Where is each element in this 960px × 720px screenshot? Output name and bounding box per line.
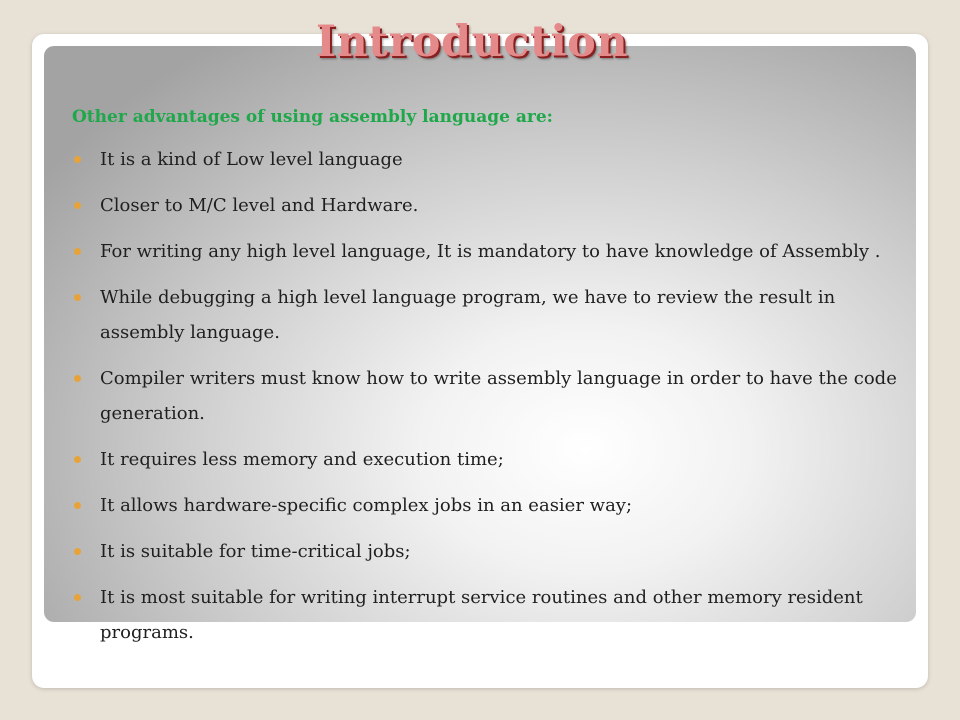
- bullet-dot-icon: [74, 202, 81, 209]
- bullet-item: [72, 488, 912, 523]
- bullet-text: For writing any high level language, It is mandatory to have knowledge of Assembly .: [100, 241, 881, 262]
- bullet-text: Closer to M/C level and Hardware.: [100, 195, 419, 216]
- bullet-dot-icon: [74, 594, 81, 601]
- bullet-item: [72, 234, 912, 269]
- bullet-dot-icon: [74, 548, 81, 555]
- bullet-item: [72, 580, 912, 650]
- bullet-text: While debugging a high level language program, we have to review the result in assembly language.: [100, 287, 836, 343]
- bullet-text: It requires less memory and execution time;: [100, 449, 504, 470]
- bullet-text: Compiler writers must know how to write assembly language in order to have the code generation.: [100, 368, 897, 424]
- bullet-item: [72, 188, 912, 223]
- bullet-list: [72, 142, 912, 650]
- bullet-item: [72, 534, 912, 569]
- bullet-text: It allows hardware-specific complex jobs in an easier way;: [100, 495, 633, 516]
- bullet-dot-icon: [74, 248, 81, 255]
- bullet-item: [72, 280, 912, 350]
- bullet-text: It is a kind of Low level language: [100, 149, 403, 170]
- bullet-item: [72, 361, 912, 431]
- bullet-item: [72, 142, 912, 177]
- bullet-dot-icon: [74, 156, 81, 163]
- slide-content: [72, 104, 912, 661]
- bullet-text: It is most suitable for writing interrupt service routines and other memory resident programs.: [100, 587, 863, 643]
- bullet-dot-icon: [74, 294, 81, 301]
- bullet-dot-icon: [74, 502, 81, 509]
- slide-title: Introduction: [315, 17, 629, 67]
- bullet-dot-icon: [74, 456, 81, 463]
- bullet-text: It is suitable for time-critical jobs;: [100, 541, 411, 562]
- bullet-item: [72, 442, 912, 477]
- bullet-dot-icon: [74, 375, 81, 382]
- slide-subtitle: Other advantages of using assembly language are:: [72, 107, 553, 127]
